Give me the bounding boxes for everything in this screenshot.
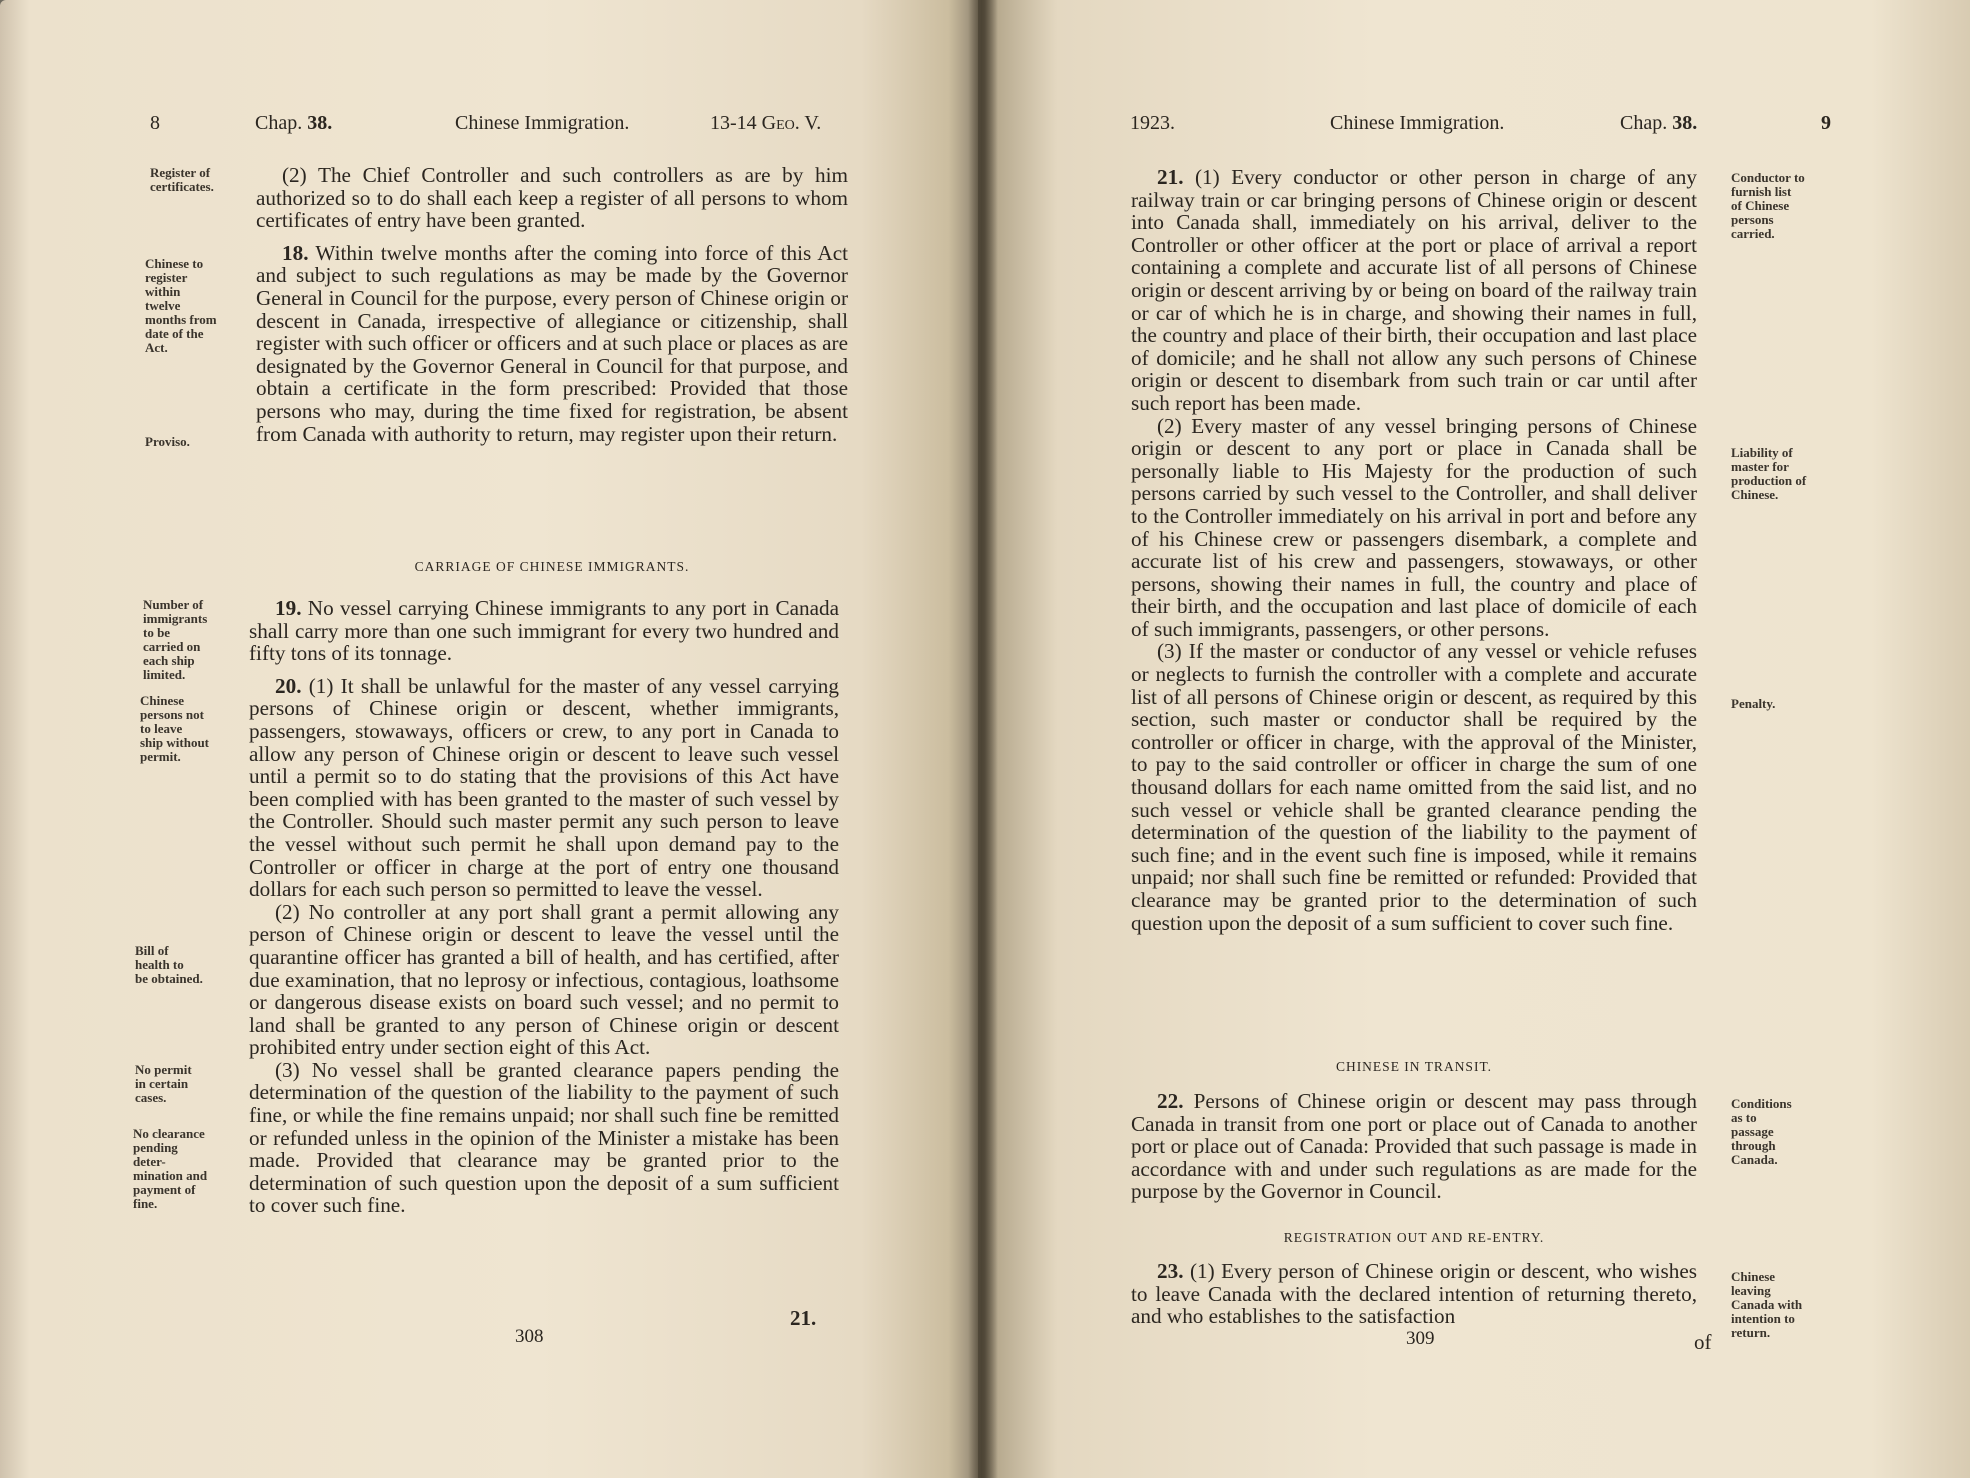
para-22 — [1131, 1090, 1697, 1203]
section-22-text: Persons of Chinese origin or descent may pass through Canada in transit from one port or place out of Canada to another port or place out of Canada: Provided that such passage is made in accordance with and under such regulations as are made for the purpose by the Governor in Council. — [1131, 1089, 1697, 1204]
section-19-text: No vessel carrying Chinese immigrants to any port in Canada shall carry more than one such immigrant for every two hundred and fifty tons of its tonnage. — [249, 596, 839, 666]
right-catchword: of — [1694, 1330, 1712, 1354]
para-23 — [1131, 1260, 1697, 1328]
note-persons-not-to-leave: Chinese persons not to leave ship without permit. — [140, 693, 209, 764]
para-21-1 — [1131, 166, 1697, 415]
note-no-permit: No permit in certain cases. — [135, 1062, 192, 1105]
right-year: 1923. — [1130, 112, 1175, 134]
left-chapter-label — [255, 112, 332, 135]
para-21-2: (2) Every master of any vessel bringing persons of Chinese origin or descent to any port or place in Canada shall be personally liable to His Majesty for the production of such persons carried by such vessel to the Controller, and shall deliver to the Controller immediately on his arrival in port and before any of his Chinese crew or passengers disembark, a complete and accurate list of his crew and passengers, stowaways, or other persons, showing their names in full, the country and place of their birth, and the occupation and last place of domicile of each of such immigrants, passengers, or other persons. — [1131, 413, 1697, 641]
heading-registration: REGISTRATION OUT AND RE-ENTRY. — [1283, 1230, 1545, 1245]
left-page-number: 8 — [150, 112, 160, 134]
section-20-number: 20. — [275, 673, 302, 698]
section-18-text: Within twelve months after the coming into force of this Act and subject to such regulations as may be made by the Governor General in Council for the purpose, every person of Chinese origin or descent in Canada, irrespective of allegiance or citizenship, shall register with such officer or officers and at such place or places as are designated by the Governor General in Council for that purpose, and obtain a certificate in the form prescribed: Provided that those persons who may, during the time fixed for registration, be absent from Canada with authority to return, may register upon their return. — [256, 240, 848, 446]
right-folio: 309 — [1406, 1328, 1435, 1349]
right-page-number: 9 — [1821, 112, 1831, 134]
heading-transit: CHINESE IN TRANSIT. — [1335, 1059, 1493, 1074]
note-no-clearance: No clearance pending deter- mination and payment of fine. — [133, 1126, 208, 1211]
left-reign: 13-14 Geo. V. — [710, 112, 822, 134]
note-register-of-certificates: Register of certificates. — [150, 165, 214, 194]
section-18-number: 18. — [282, 240, 309, 265]
heading-carriage: CARRIAGE OF CHINESE IMMIGRANTS. — [414, 559, 690, 574]
section-21-text: (1) Every conductor or other person in charge of any railway train or car bringing persons of Chinese origin or descent into Canada shall, immediately on his arrival, deliver to the Controller or other officer at the port or place of arrival a report containing a complete and accurate list of all persons of Chinese origin or descent arriving by or being on board of the railway train or car of which he is in charge, and showing their names in full, the country and place of their birth, their occupation and last place of domicile; and he shall not allow any such persons of Chinese origin or descent to disembark from such train or car until after such report has been made. — [1131, 165, 1697, 415]
note-penalty: Penalty. — [1731, 696, 1776, 711]
section-22-number: 22. — [1157, 1089, 1184, 1113]
left-folio: 308 — [515, 1326, 544, 1347]
section-20-text: (1) It shall be unlawful for the master of any vessel carrying persons of Chinese origin or descent, whether immigrants, passengers, stowaways, officers or crew, to any port in Canada to allow any person of Chinese origin or descent to leave such vessel until a permit so to do stating that the provisions of this Act have been complied with has been granted to the master of such vessel by the Controller. Should such master permit any such person to leave the vessel without such permit he shall upon demand pay to the Controller or officer in charge at the port of entry one thousand dollars for each such person so permitted to leave the vessel. — [249, 673, 839, 902]
note-bill-of-health: Bill of health to be obtained. — [135, 943, 203, 986]
left-chap-label: Chap. — [255, 112, 303, 134]
left-text-block-1 — [256, 164, 848, 445]
note-chinese-to-register: Chinese to register within twelve months from date of the Act. — [145, 256, 217, 355]
para-20-2: (2) No controller at any port shall grant a permit allowing any person of Chinese origin or descent to leave the vessel until the quarantine officer has granted a bill of health, and has certified, after due examination, that no leprosy or infectious, contagious, loathsome or dangerous disease exists on board such vessel; and no permit to land shall be granted to any person of Chinese origin or descent prohibited entry under section eight of this Act. — [249, 899, 839, 1060]
note-chinese-leaving: Chinese leaving Canada with intention to return. — [1731, 1269, 1803, 1340]
right-text-block-1 — [1131, 166, 1697, 934]
right-chapter-label — [1620, 112, 1697, 135]
gutter-shadow — [968, 0, 998, 1478]
right-page — [978, 0, 1970, 1478]
section-23-number: 23. — [1157, 1259, 1184, 1283]
para-20-3: (3) No vessel shall be granted clearance papers pending the determination of the question of the liability to the payment of such fine, or while the fine remains unpaid; nor shall such fine be remitted or refunded unless in the opinion of the Minister a mistake has been made. Provided that clearance may be granted prior to the determination of such question upon the deposit of a sum sufficient to cover such fine. — [249, 1057, 839, 1218]
note-conditions-passage: Conditions as to passage through Canada. — [1731, 1096, 1792, 1167]
para-21-3: (3) If the master or conductor of any vessel or vehicle refuses or neglects to furnish the controller with a complete and accurate list of all persons of Chinese origin or descent, as required by this section, such master or conductor shall be required by the controller or officer in charge, with the approval of the Minister, to pay to the said controller or officer in charge the sum of one thousand dollars for each name omitted from the said list, and no such vessel or vehicle shall be granted clearance pending the determination of the question of the liability to the payment of such fine; and in the event such fine is imposed, while it remains unpaid; nor shall such fine be remitted or refunded: Provided that clearance may be granted prior to the determination of such question upon the deposit of a sum sufficient to cover such fine. — [1131, 639, 1697, 935]
right-chap-label: Chap. — [1620, 112, 1668, 134]
right-text-block-2 — [1131, 1090, 1697, 1203]
left-chap-number: 38. — [307, 112, 333, 134]
note-conductor-list: Conductor to furnish list of Chinese persons carried. — [1731, 170, 1805, 241]
left-catchword: 21. — [790, 1306, 817, 1330]
right-text-block-3 — [1131, 1260, 1697, 1328]
right-chap-number: 38. — [1672, 112, 1698, 134]
para-18 — [256, 242, 848, 445]
para-19 — [249, 597, 839, 665]
right-running-title: Chinese Immigration. — [1330, 112, 1505, 134]
left-text-block-2 — [249, 597, 839, 1217]
para-20-1 — [249, 675, 839, 901]
section-21-number: 21. — [1157, 165, 1184, 189]
left-running-title: Chinese Immigration. — [455, 112, 630, 134]
left-page — [0, 0, 978, 1478]
para-17-2: (2) The Chief Controller and such controllers as are by him authorized so to do shall each keep a register of all persons to whom certificates of entry have been granted. — [256, 163, 848, 233]
section-19-number: 19. — [275, 596, 302, 620]
section-23-text: (1) Every person of Chinese origin or descent, who wishes to leave Canada with the declared intention of returning thereto, and who establishes to the satisfaction — [1131, 1259, 1697, 1329]
note-proviso: Proviso. — [145, 434, 190, 449]
note-number-of-immigrants: Number of immigrants to be carried on each ship limited. — [143, 597, 208, 682]
note-liability-master: Liability of master for production of Chinese. — [1731, 445, 1807, 502]
